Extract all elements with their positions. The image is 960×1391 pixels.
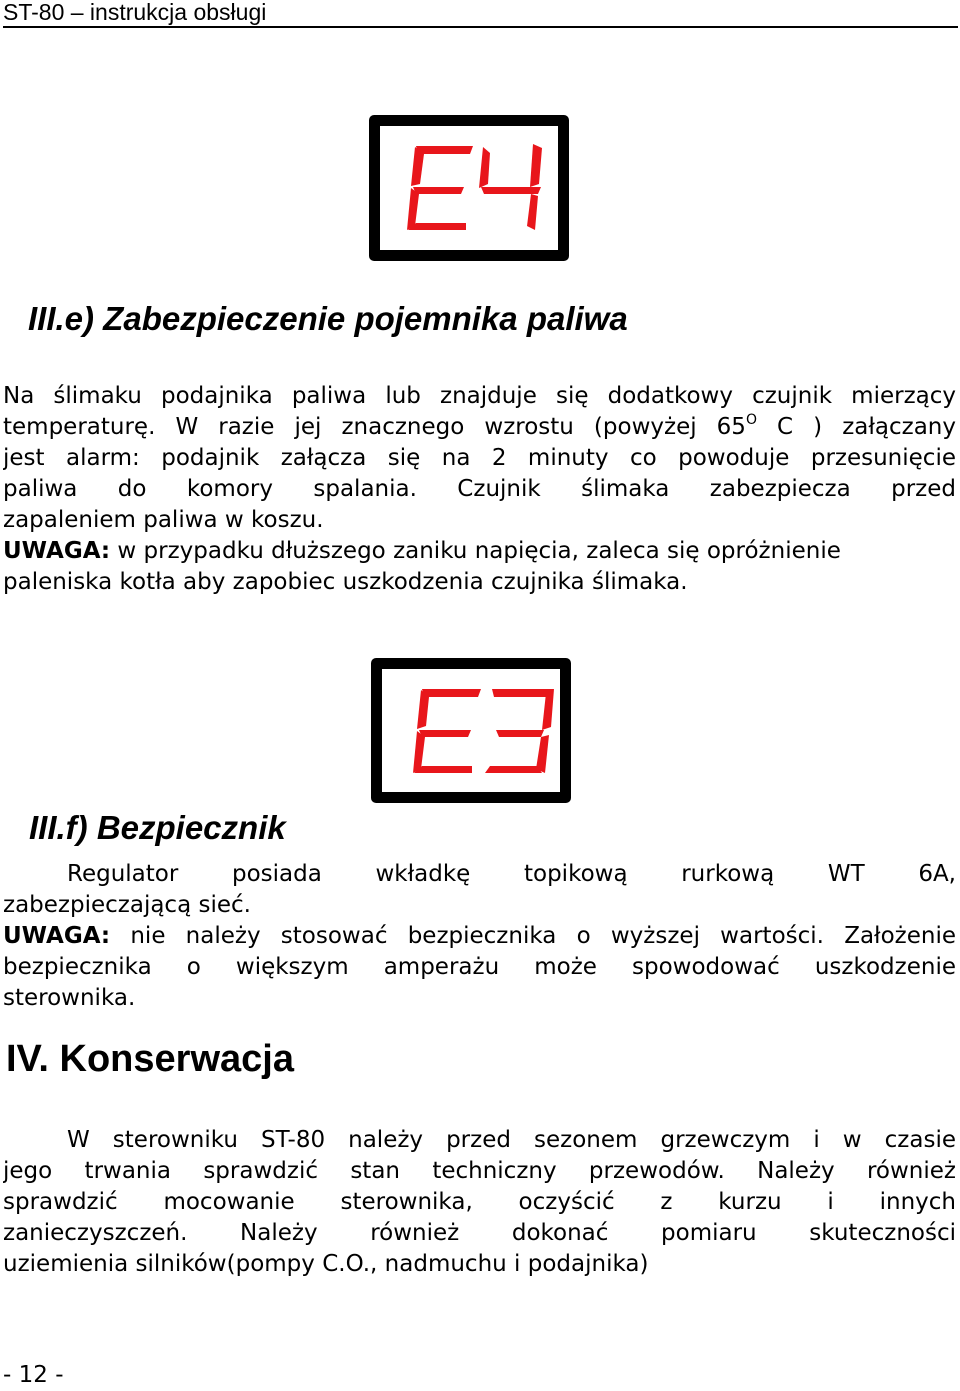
section-e-heading: III.e) Zabezpieczenie pojemnika paliwa [28, 300, 628, 337]
page-header: ST-80 – instrukcja obsługi [3, 0, 958, 28]
text-line: bezpiecznika o większym amperażu może spowodować uszkodzenie [3, 954, 956, 980]
text-line: jest alarm: podajnik załącza się na 2 minuty co powoduje przesunięcie [3, 445, 956, 471]
text-line: zanieczyszczeń. Należy również dokonać pomiaru skuteczności [3, 1220, 956, 1246]
warning-label: UWAGA: [3, 923, 111, 949]
text-line: paleniska kotła aby zapobiec uszkodzenia czujnika ślimaka. [3, 569, 688, 595]
text-line: W sterowniku ST-80 należy przed sezonem grzewczym i w czasie [67, 1127, 956, 1153]
section-e-body [3, 381, 956, 598]
error-display-e4 [369, 115, 569, 261]
warning-line [3, 921, 956, 952]
section-f-heading: III.f) Bezpiecznik [29, 809, 286, 846]
text-line: sterownika. [3, 985, 136, 1011]
text-fragment: C ) załączany [777, 414, 956, 440]
warning-label: UWAGA: [3, 538, 111, 564]
seven-segment-e4 [380, 126, 558, 250]
text-line: Regulator posiada wkładkę topikową rurkową WT 6A, [67, 861, 956, 887]
text-fragment: temperaturę. W razie jej znacznego wzrostu (powyżej 65 [3, 414, 746, 440]
text-fragment: w przypadku dłuższego zaniku napięcia, zaleca się opróżnienie [110, 538, 841, 564]
section-iv-heading: IV. Konserwacja [6, 1038, 294, 1080]
section-iv-body [3, 1125, 956, 1280]
degree-superscript: O [745, 412, 757, 428]
seven-segment-e3 [382, 669, 560, 792]
warning-line [3, 536, 956, 567]
text-line: zapaleniem paliwa w koszu. [3, 507, 324, 533]
error-display-e3 [371, 658, 571, 803]
text-line: uziemienia silników(pompy C.O., nadmuchu i podajnika) [3, 1251, 649, 1277]
page-number: - 12 - [3, 1362, 64, 1388]
text-line: zabezpieczającą sieć. [3, 892, 251, 918]
text-line: jego trwania sprawdzić stan techniczny przewodów. Należy również [3, 1158, 956, 1184]
text-line: Na ślimaku podajnika paliwa lub znajduje się dodatkowy czujnik mierzący [3, 383, 956, 409]
text-line [3, 412, 956, 443]
section-f-body [3, 859, 956, 1014]
text-fragment: nie należy stosować bezpiecznika o wyższej wartości. Założenie [110, 923, 956, 949]
text-line: sprawdzić mocowanie sterownika, oczyścić z kurzu i innych [3, 1189, 956, 1215]
text-line: paliwa do komory spalania. Czujnik ślimaka zabezpiecza przed [3, 476, 956, 502]
